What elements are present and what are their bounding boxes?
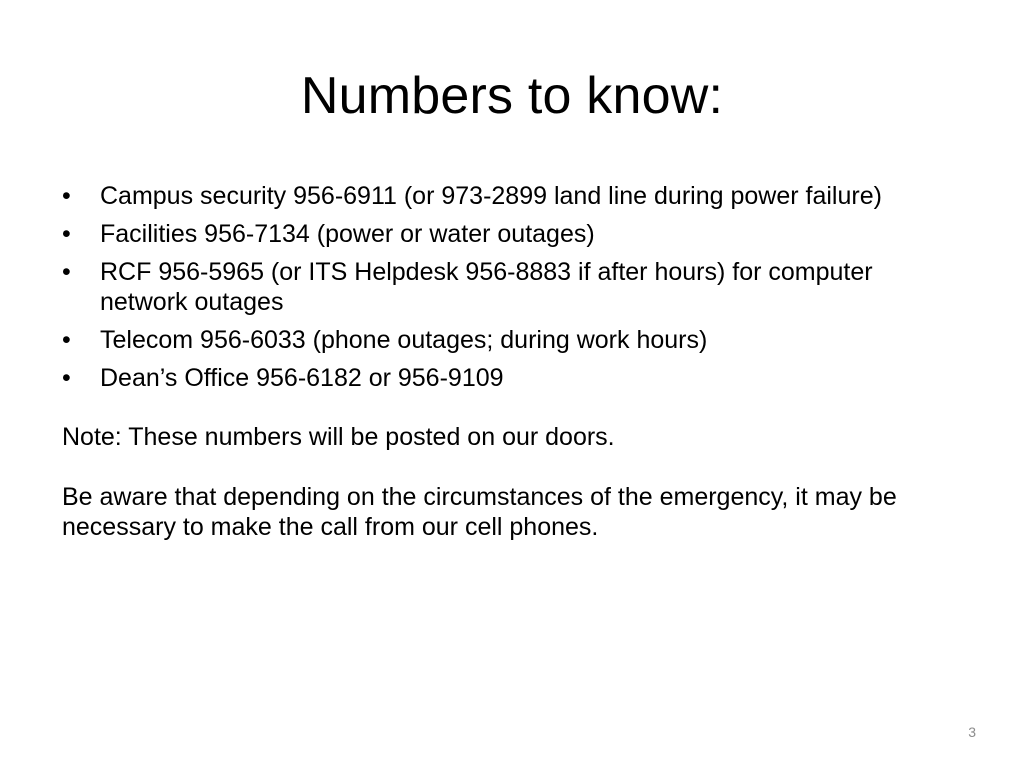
contact-number-list <box>62 181 962 393</box>
list-item-rcf <box>62 257 962 317</box>
list-item-deans-office <box>62 363 962 393</box>
list-item-campus-security <box>62 181 962 211</box>
awareness-paragraph: Be aware that depending on the circumstances of the emergency, it may be necessary to make the call from our cell phones. <box>62 483 897 541</box>
bullet-icon: • <box>62 258 71 286</box>
slide-number: 3 <box>968 724 976 740</box>
list-item-facilities <box>62 219 962 249</box>
list-item-text: Telecom 956-6033 (phone outages; during work hours) <box>100 326 708 354</box>
list-item-text: Dean’s Office 956-6182 or 956-9109 <box>100 364 504 392</box>
note-paragraph: Note: These numbers will be posted on our doors. <box>62 423 615 451</box>
list-item-text: Facilities 956-7134 (power or water outages) <box>100 220 595 248</box>
slide-body <box>62 181 962 542</box>
bullet-icon: • <box>62 326 71 354</box>
list-item-text: RCF 956-5965 (or ITS Helpdesk 956-8883 if after hours) for computer network outages <box>100 258 873 316</box>
list-item-text: Campus security 956-6911 (or 973-2899 land line during power failure) <box>100 182 882 210</box>
bullet-icon: • <box>62 364 71 392</box>
bullet-icon: • <box>62 220 71 248</box>
list-item-telecom <box>62 325 962 355</box>
bullet-icon: • <box>62 182 71 210</box>
slide-title: Numbers to know: <box>300 67 724 125</box>
